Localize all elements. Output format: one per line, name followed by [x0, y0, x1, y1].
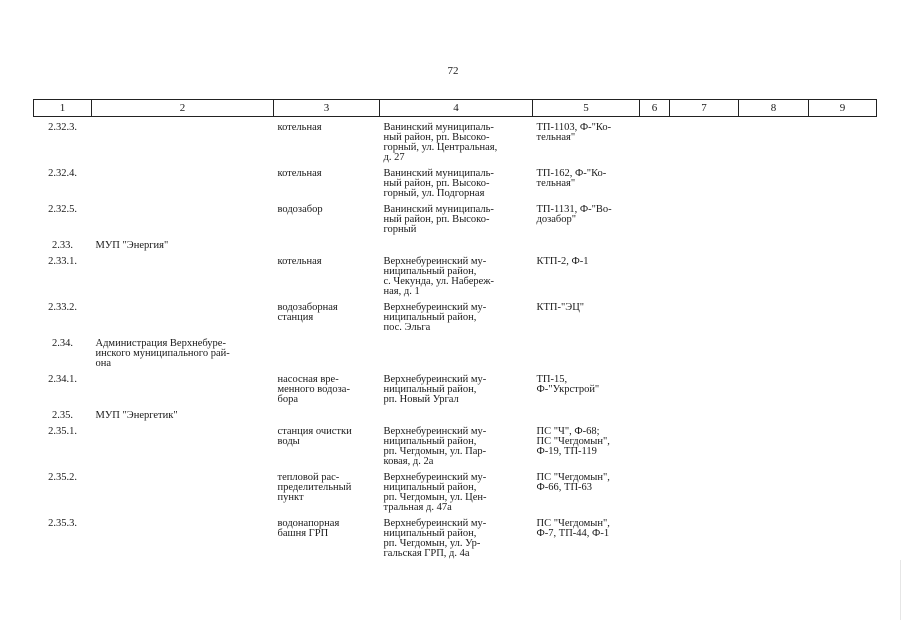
- column-header-4: 4: [380, 100, 533, 117]
- address-cell: Ванинский муниципаль- ный район, рп. Высоко- горный, ул. Подгорная: [383, 168, 494, 199]
- facility-cell: [274, 339, 380, 369]
- organization-cell: [92, 519, 274, 559]
- table-row: [34, 303, 877, 333]
- power-source-cell: [533, 411, 640, 421]
- organization-cell: [92, 257, 274, 297]
- table-row: [34, 519, 877, 559]
- table-row: [34, 375, 877, 405]
- power-source-cell: [533, 241, 640, 251]
- power-source-cell: ТП-1103, Ф-"Ко- тельная": [536, 122, 612, 143]
- header-row: [34, 100, 877, 117]
- power-source-cell: ТП-1131, Ф-"Во- дозабор": [536, 204, 612, 225]
- column-header-3: 3: [274, 100, 380, 117]
- row-number: 2.32.3.: [48, 122, 77, 133]
- row-number: 2.32.4.: [48, 168, 77, 179]
- row-number: 2.35.: [52, 410, 73, 421]
- data-table: [33, 99, 877, 559]
- column-header-1: 1: [34, 100, 92, 117]
- row-number: 2.34.: [52, 338, 73, 349]
- table-row: [34, 473, 877, 513]
- facility-cell: [274, 241, 380, 251]
- row-number: 2.35.1.: [48, 426, 77, 437]
- facility-cell: котельная: [277, 168, 322, 179]
- table-body: [34, 117, 877, 560]
- row-number: 2.33.2.: [48, 302, 77, 313]
- column-header-6: 6: [640, 100, 670, 117]
- address-cell: Верхнебуреинский му- ниципальный район, с. Чекунда, ул. Набереж- ная, д. 1: [383, 256, 495, 297]
- column-header-5: 5: [533, 100, 640, 117]
- address-cell: Ванинский муниципаль- ный район, рп. Высоко- горный: [383, 204, 494, 235]
- address-cell: Верхнебуреинский му- ниципальный район, рп. Чегдомын, ул. Ур- гальская ГРП, д. 4а: [383, 518, 487, 559]
- address-cell: Ванинский муниципаль- ный район, рп. Высоко- горный, ул. Центральная, д. 27: [383, 122, 498, 163]
- address-cell: [380, 339, 533, 369]
- facility-cell: насосная вре- менного водоза- бора: [277, 374, 350, 405]
- power-source-cell: [533, 339, 640, 369]
- organization-cell: [92, 303, 274, 333]
- column-header-7: 7: [670, 100, 739, 117]
- table-row: [34, 169, 877, 199]
- row-number: 2.33.: [52, 240, 73, 251]
- column-header-9: 9: [809, 100, 877, 117]
- address-cell: Верхнебуреинский му- ниципальный район, пос. Эльга: [383, 302, 487, 333]
- organization-cell: МУП "Энергетик": [95, 410, 178, 421]
- power-source-cell: ПС "Чегдомын", Ф-66, ТП-63: [536, 472, 610, 493]
- column-header-8: 8: [739, 100, 809, 117]
- address-cell: Верхнебуреинский му- ниципальный район, рп. Новый Ургал: [383, 374, 487, 405]
- address-cell: Верхнебуреинский му- ниципальный район, рп. Чегдомын, ул. Цен- тральная д. 47а: [383, 472, 487, 513]
- facility-cell: водозабор: [277, 204, 323, 215]
- organization-cell: [92, 205, 274, 235]
- power-source-cell: ТП-15, Ф-"Укрстрой": [536, 374, 600, 395]
- table-row: [34, 205, 877, 235]
- table-row: [34, 123, 877, 163]
- facility-cell: котельная: [277, 122, 322, 133]
- row-number: 2.32.5.: [48, 204, 77, 215]
- address-cell: [380, 411, 533, 421]
- document-sheet: [33, 99, 876, 559]
- scan-edge-mark: [900, 560, 901, 620]
- table-row: [34, 257, 877, 297]
- organization-cell: Администрация Верхнебуре- инского муниципального рай- она: [95, 338, 230, 369]
- address-cell: Верхнебуреинский му- ниципальный район, рп. Чегдомын, ул. Пар- ковая, д. 2а: [383, 426, 487, 467]
- organization-cell: [92, 375, 274, 405]
- organization-cell: [92, 169, 274, 199]
- row-number: 2.34.1.: [48, 374, 77, 385]
- power-source-cell: ПС "Ч", Ф-68; ПС "Чегдомын", Ф-19, ТП-119: [536, 426, 610, 457]
- power-source-cell: КТП-"ЭЦ": [536, 302, 585, 313]
- address-cell: [380, 241, 533, 251]
- row-number: 2.35.3.: [48, 518, 77, 529]
- organization-cell: [92, 427, 274, 467]
- power-source-cell: ТП-162, Ф-"Ко- тельная": [536, 168, 607, 189]
- row-number: 2.35.2.: [48, 472, 77, 483]
- column-header-2: 2: [92, 100, 274, 117]
- power-source-cell: КТП-2, Ф-1: [536, 256, 589, 267]
- facility-cell: котельная: [277, 256, 322, 267]
- table-row: [34, 241, 877, 251]
- facility-cell: тепловой рас- пределительный пункт: [277, 472, 352, 503]
- facility-cell: водозаборная станция: [277, 302, 338, 323]
- table-row: [34, 339, 877, 369]
- facility-cell: станция очистки воды: [277, 426, 352, 447]
- row-number: 2.33.1.: [48, 256, 77, 267]
- organization-cell: МУП "Энергия": [95, 240, 169, 251]
- table-row: [34, 411, 877, 421]
- organization-cell: [92, 123, 274, 163]
- facility-cell: водонапорная башня ГРП: [277, 518, 340, 539]
- power-source-cell: ПС "Чегдомын", Ф-7, ТП-44, Ф-1: [536, 518, 610, 539]
- table-row: [34, 427, 877, 467]
- facility-cell: [274, 411, 380, 421]
- page-number: 72: [447, 65, 459, 77]
- organization-cell: [92, 473, 274, 513]
